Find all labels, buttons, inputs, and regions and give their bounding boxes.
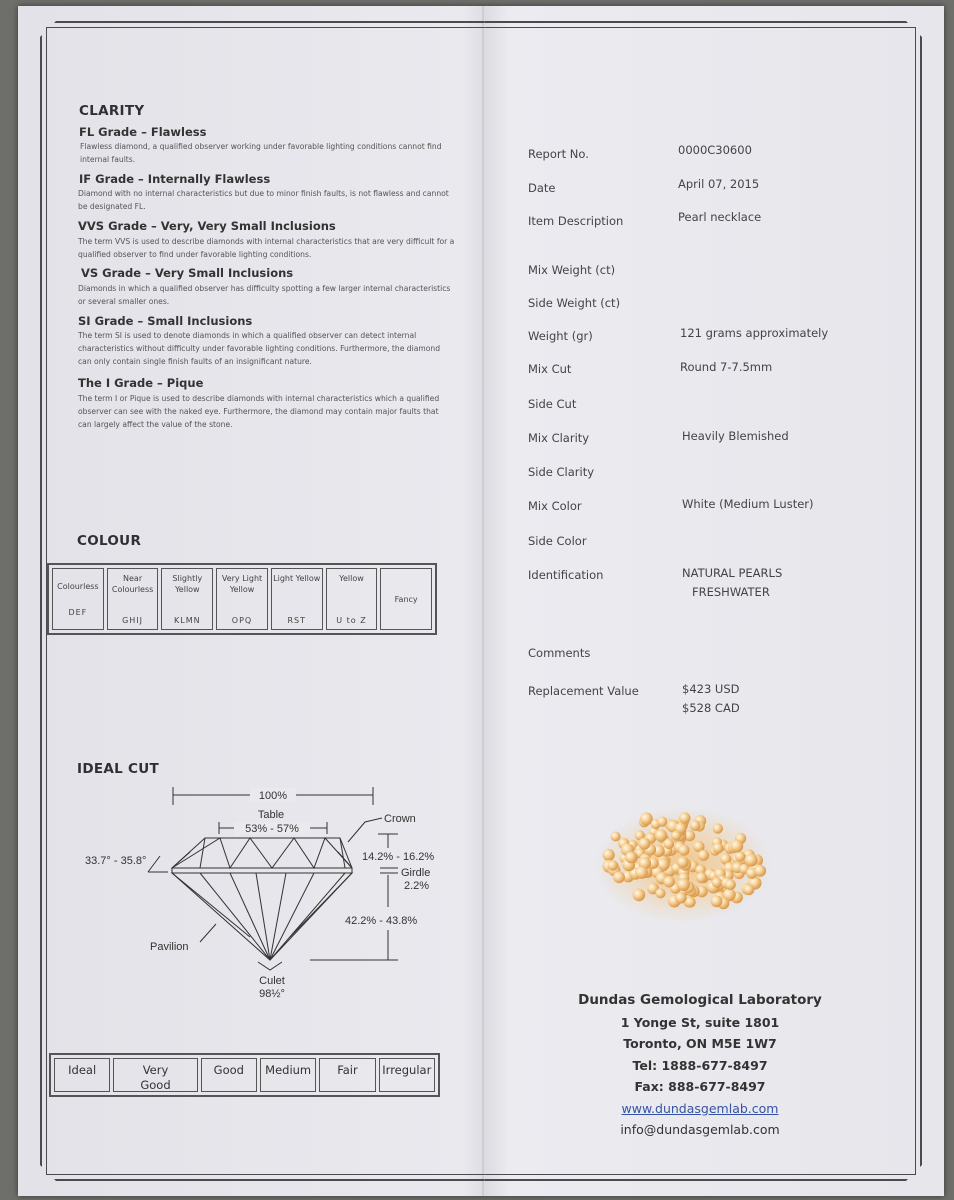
colour-grades: RST [287, 616, 306, 625]
field-label: Side Weight (ct) [528, 296, 621, 310]
field-value-secondary: $528 CAD [682, 701, 740, 715]
grade-i-text: The term I or Pique is used to describe diamonds with internal characteristics which a qualified observer can see with the naked eye. Furthermore, the diamond may contain major faults that can largely affect the value of the stone. [78, 394, 440, 429]
lab-address-line2: Toronto, ON M5E 1W7 [623, 1036, 777, 1051]
lab-contact-block [565, 990, 835, 1141]
grade-i-heading: The I Grade – Pique [78, 376, 204, 390]
colour-cell [380, 568, 432, 630]
pearl [625, 852, 637, 864]
field-label: Side Clarity [528, 465, 595, 479]
pearl [677, 857, 688, 868]
page-fold [482, 6, 485, 1196]
pearl [608, 860, 618, 870]
colour-scale-table [47, 563, 437, 635]
pearl [712, 877, 722, 887]
colour-grades: OPQ [231, 616, 253, 625]
pearl [675, 892, 686, 903]
field-label: Mix Color [528, 499, 582, 513]
pearl [638, 838, 650, 850]
pearl [713, 843, 724, 854]
pearl [655, 888, 665, 898]
culet-mark [258, 962, 282, 970]
colour-cell [271, 568, 323, 630]
colour-name: Slightly Yellow [172, 574, 203, 594]
pearl [698, 850, 709, 861]
cut-grade-ideal: Ideal [54, 1058, 110, 1092]
pavilion-label: Pavilion [150, 941, 189, 953]
field-label: Weight (gr) [528, 329, 593, 343]
width-label: 100% [258, 790, 288, 802]
colour-name: Yellow [339, 574, 364, 583]
colour-cell [326, 568, 378, 630]
field-value: Round 7-7.5mm [680, 360, 773, 374]
grade-fl-heading: FL Grade – Flawless [79, 125, 207, 139]
lab-fax: Fax: 888-677-8497 [634, 1079, 766, 1094]
pearl [663, 876, 675, 888]
grade-fl-text: Flawless diamond, a qualified observer working under favorable lighting conditions cannot find internal faults. [80, 142, 442, 164]
pearl [744, 884, 755, 895]
colour-name: Colourless [57, 582, 99, 591]
colour-cell [107, 568, 159, 630]
grade-if-text: Diamond with no internal characteristics but due to minor finish faults, is not flawless and cannot be designated FL. [78, 189, 449, 211]
pearl [711, 895, 723, 907]
grade-si-text: The term SI is used to denote diamonds in which a qualified observer can detect internal characteristics without difficulty under favorable lighting conditions. Furthermore, the diamond can only contain single finish faults of an insignificant nature. [78, 331, 441, 366]
crown-angle-mark [148, 856, 168, 872]
field-value: NATURAL PEARLS [682, 566, 783, 580]
pearl [678, 845, 689, 856]
field-value: Heavily Blemished [682, 429, 789, 443]
pearl [611, 832, 621, 842]
field-value: April 07, 2015 [678, 177, 760, 191]
culet-label: Culet [259, 975, 285, 987]
crown-height-label: 14.2% - 16.2% [362, 851, 435, 863]
field-label: Item Description [528, 214, 624, 228]
grade-vvs-heading: VVS Grade – Very, Very Small Inclusions [78, 219, 336, 233]
colour-grades: U to Z [336, 616, 367, 625]
lab-website-link[interactable]: www.dundasgemlab.com [621, 1100, 779, 1116]
crown-angle-label: 33.7° - 35.8° [85, 855, 147, 867]
ideal-cut-diagram [60, 772, 460, 1012]
field-label: Replacement Value [528, 684, 639, 698]
colour-grades: DEF [68, 608, 88, 617]
colour-name: Light Yellow [273, 574, 321, 583]
grade-si-heading: SI Grade – Small Inclusions [78, 314, 253, 328]
table-range-label: 53% - 57% [245, 823, 299, 835]
colour-name: Fancy [394, 594, 418, 604]
clarity-title: CLARITY [79, 103, 145, 119]
grade-vs-text: Diamonds in which a qualified observer has difficulty spotting a few larger internal characteristics or several smaller ones. [78, 284, 451, 306]
lab-tel: Tel: 1888-677-8497 [632, 1057, 768, 1073]
girdle-pct-label: 2.2% [404, 880, 430, 892]
pearl [730, 840, 743, 853]
grade-vs-heading: VS Grade – Very Small Inclusions [81, 266, 294, 280]
colour-grades: KLMN [174, 616, 201, 625]
pearl [657, 817, 667, 827]
pearl [613, 871, 625, 883]
crown-label: Crown [384, 813, 416, 825]
colour-name: Very Light Yellow [221, 574, 263, 594]
field-value: 0000C30600 [678, 143, 752, 157]
ideal-cut-title: IDEAL CUT [77, 761, 159, 777]
field-value: White (Medium Luster) [682, 497, 814, 511]
lab-name: Dundas Gemological Laboratory [578, 992, 822, 1008]
pavilion-arrow [200, 924, 216, 942]
culet-angle-label: 98½° [259, 988, 285, 1000]
field-label: Comments [528, 646, 591, 660]
cut-grade-irregular: Irregular [379, 1058, 435, 1092]
field-value: Pearl necklace [678, 210, 762, 224]
crown-arrow [348, 818, 382, 842]
pearl [725, 879, 736, 890]
pearl [603, 849, 615, 861]
colour-title: COLOUR [77, 533, 142, 549]
cut-grade-medium: Medium [260, 1058, 316, 1092]
field-label: Mix Cut [528, 362, 572, 376]
colour-cell [52, 568, 104, 630]
pearl [713, 823, 723, 833]
colour-grades: GHIJ [122, 616, 144, 625]
pearl [679, 812, 690, 823]
pavilion-depth-label: 42.2% - 43.8% [345, 915, 418, 927]
cut-grade-good: Good [201, 1058, 257, 1092]
pearl [690, 820, 701, 831]
pearl-necklace-image [588, 790, 778, 930]
field-label: Mix Weight (ct) [528, 263, 616, 277]
lab-email: info@dundasgemlab.com [620, 1122, 780, 1137]
colour-cell [216, 568, 268, 630]
field-value: $423 USD [682, 682, 740, 696]
pearl [677, 878, 690, 891]
field-value: 121 grams approximately [680, 326, 829, 340]
pearl [671, 831, 681, 841]
field-label: Date [528, 181, 556, 195]
lab-address-line1: 1 Yonge St, suite 1801 [620, 1014, 780, 1030]
cut-grade-table [49, 1053, 440, 1097]
field-label: Mix Clarity [528, 431, 590, 445]
pearl [635, 866, 648, 879]
table-label: Table [257, 809, 285, 821]
pearl [735, 851, 745, 861]
pearl [745, 854, 758, 867]
field-label: Report No. [528, 147, 589, 161]
grade-vvs-text: The term VVS is used to describe diamonds with internal characteristics that are very difficult for a qualified observer to find under favorable lighting conditions. [78, 237, 455, 259]
colour-cell [161, 568, 213, 630]
pearl [633, 889, 646, 902]
pearl [655, 829, 667, 841]
field-value-secondary: FRESHWATER [692, 585, 770, 599]
field-label: Identification [528, 568, 604, 582]
diamond-outline [172, 838, 352, 960]
field-label: Side Color [528, 534, 587, 548]
pearl [754, 865, 766, 877]
field-label: Side Cut [528, 397, 577, 411]
pearl [696, 872, 707, 883]
girdle-label: Girdle [401, 867, 431, 879]
grade-if-heading: IF Grade – Internally Flawless [79, 172, 271, 186]
cut-grade-fair: Fair [319, 1058, 375, 1092]
colour-name: Near Colourless [111, 574, 154, 594]
cut-grade-very-good: Very Good [113, 1058, 197, 1092]
